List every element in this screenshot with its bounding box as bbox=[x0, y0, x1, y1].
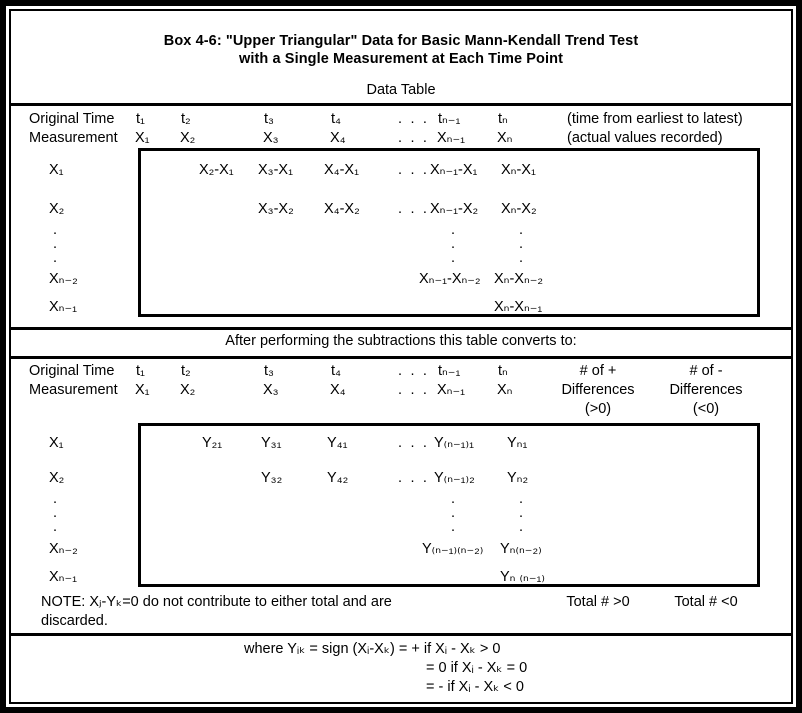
t1-innerdots-a2: . bbox=[451, 236, 456, 252]
t2-cell-r0c2: Y₄₁ bbox=[327, 435, 348, 451]
divider-rule-2 bbox=[11, 327, 791, 330]
t1-rowlabel-xn2: Xₙ₋₂ bbox=[49, 271, 78, 287]
minus-col-header-line3: (<0) bbox=[692, 401, 720, 417]
t1-time-4: t₄ bbox=[331, 111, 341, 127]
t1-meas-3: X₃ bbox=[263, 130, 279, 146]
t2-meas-4: X₄ bbox=[330, 382, 346, 398]
t2-rowlabel-x2: X₂ bbox=[49, 470, 65, 486]
plus-col-header-line1: # of + bbox=[579, 363, 617, 379]
t2-time-ellipsis: . . . bbox=[398, 363, 430, 379]
data-table-heading: Data Table bbox=[366, 82, 436, 98]
t1-note-measurement: (actual values recorded) bbox=[567, 130, 723, 146]
t2-rowlabel-xn2: Xₙ₋₂ bbox=[49, 541, 78, 557]
t1-cell-r1dots: . . . bbox=[398, 201, 430, 217]
t2-rowdots-2: . bbox=[53, 505, 58, 521]
t2-meas-2: X₂ bbox=[180, 382, 196, 398]
t2-time-2: t₂ bbox=[181, 363, 191, 379]
total-minus: Total # <0 bbox=[674, 594, 738, 610]
t1-rowlabel-xn1: Xₙ₋₁ bbox=[49, 299, 77, 315]
t1-innerdots-a3: . bbox=[451, 250, 456, 266]
t1-meas-n: Xₙ bbox=[497, 130, 513, 146]
t1-innerdots-a1: . bbox=[451, 222, 456, 238]
t2-rowdots-3: . bbox=[53, 519, 58, 535]
t1-rowlabel-x1: X₁ bbox=[49, 162, 64, 178]
t1-innerdots-b3: . bbox=[519, 250, 524, 266]
divider-rule-4 bbox=[11, 633, 791, 636]
total-plus: Total # >0 bbox=[566, 594, 630, 610]
t1-meas-4: X₄ bbox=[330, 130, 346, 146]
t1-cell-r1c1: X₃-X₂ bbox=[258, 201, 294, 217]
t1-time-2: t₂ bbox=[181, 111, 191, 127]
t1-rowlabel-x2: X₂ bbox=[49, 201, 65, 217]
t2-cell-r2c5: Yₙ₍ₙ₋₂₎ bbox=[500, 541, 542, 557]
t2-time-n: tₙ bbox=[498, 363, 508, 379]
t1-rowdots-3: . bbox=[53, 250, 58, 266]
t2-rowdots-1: . bbox=[53, 491, 58, 507]
t2-row-label-original-time: Original Time bbox=[29, 363, 115, 379]
converts-heading: After performing the subtractions this table converts to: bbox=[225, 333, 577, 349]
t1-cell-r0c2: X₄-X₁ bbox=[324, 162, 359, 178]
t1-cell-r0c5: Xₙ-X₁ bbox=[501, 162, 536, 178]
t2-cell-r0dots: . . . bbox=[398, 435, 430, 451]
t2-cell-r2c4: Y₍ₙ₋₁₎₍ₙ₋₂₎ bbox=[422, 541, 484, 557]
note-line2: discarded. bbox=[41, 613, 108, 629]
box-title-line2: with a Single Measurement at Each Time Point bbox=[238, 51, 564, 67]
t2-cell-r1c4: Y₍ₙ₋₁₎₂ bbox=[434, 470, 475, 486]
t1-cell-r1c2: X₄-X₂ bbox=[324, 201, 360, 217]
t2-innerdots-a3: . bbox=[451, 519, 456, 535]
formula-line1: where Yᵢₖ = sign (Xᵢ-Xₖ) = + if Xᵢ - Xₖ > 0 bbox=[244, 641, 501, 657]
t1-rowdots-2: . bbox=[53, 236, 58, 252]
box-content bbox=[11, 11, 791, 702]
t1-time-nminus1: tₙ₋₁ bbox=[438, 111, 461, 127]
divider-rule-3 bbox=[11, 356, 791, 359]
t1-innerdots-b2: . bbox=[519, 236, 524, 252]
t2-innerdots-b1: . bbox=[519, 491, 524, 507]
t2-time-4: t₄ bbox=[331, 363, 341, 379]
t1-cell-r0c0: X₂-X₁ bbox=[199, 162, 234, 178]
plus-col-header-line2: Differences bbox=[561, 382, 635, 398]
t2-cell-r0c5: Yₙ₁ bbox=[507, 435, 528, 451]
t1-cell-r0c4: Xₙ₋₁-X₁ bbox=[430, 162, 478, 178]
box-title-line1: Box 4-6: "Upper Triangular" Data for Basic Mann-Kendall Trend Test bbox=[163, 33, 639, 49]
t1-cell-r1c4: Xₙ₋₁-X₂ bbox=[430, 201, 479, 217]
t2-cell-r1c1: Y₃₂ bbox=[261, 470, 283, 486]
t1-time-n: tₙ bbox=[498, 111, 508, 127]
t2-cell-r1c5: Yₙ₂ bbox=[507, 470, 529, 486]
t2-row-label-measurement: Measurement bbox=[29, 382, 118, 398]
t2-rowlabel-x1: X₁ bbox=[49, 435, 64, 451]
t2-meas-3: X₃ bbox=[263, 382, 279, 398]
minus-col-header-line2: Differences bbox=[669, 382, 743, 398]
t2-meas-nminus1: Xₙ₋₁ bbox=[437, 382, 465, 398]
t1-meas-2: X₂ bbox=[180, 130, 196, 146]
t2-time-1: t₁ bbox=[136, 363, 145, 379]
t1-meas-1: X₁ bbox=[135, 130, 150, 146]
t1-cell-r2c5: Xₙ-Xₙ₋₂ bbox=[494, 271, 544, 287]
t1-innerdots-b1: . bbox=[519, 222, 524, 238]
t2-cell-r0c4: Y₍ₙ₋₁₎₁ bbox=[434, 435, 475, 451]
t1-cell-r1c5: Xₙ-X₂ bbox=[501, 201, 537, 217]
t2-meas-1: X₁ bbox=[135, 382, 150, 398]
t1-cell-r3c5: Xₙ-Xₙ₋₁ bbox=[494, 299, 543, 315]
t2-cell-r0c0: Y₂₁ bbox=[202, 435, 223, 451]
plus-col-header-line3: (>0) bbox=[584, 401, 612, 417]
t2-time-3: t₃ bbox=[264, 363, 274, 379]
formula-line3: = - if Xᵢ - Xₖ < 0 bbox=[426, 679, 524, 695]
t2-cell-r0c1: Y₃₁ bbox=[261, 435, 282, 451]
divider-rule-1 bbox=[11, 103, 791, 106]
t1-cell-r0dots: . . . bbox=[398, 162, 430, 178]
t2-innerdots-a2: . bbox=[451, 505, 456, 521]
t2-meas-ellipsis: . . . bbox=[398, 382, 430, 398]
t2-cell-r1dots: . . . bbox=[398, 470, 430, 486]
t1-row-label-original-time: Original Time bbox=[29, 111, 115, 127]
t1-cell-r2c4: Xₙ₋₁-Xₙ₋₂ bbox=[419, 271, 481, 287]
t1-time-1: t₁ bbox=[136, 111, 145, 127]
t1-cell-r0c1: X₃-X₁ bbox=[258, 162, 293, 178]
t2-innerdots-a1: . bbox=[451, 491, 456, 507]
t1-time-ellipsis: . . . bbox=[398, 111, 430, 127]
t2-innerdots-b2: . bbox=[519, 505, 524, 521]
t2-innerdots-b3: . bbox=[519, 519, 524, 535]
formula-line2: = 0 if Xᵢ - Xₖ = 0 bbox=[426, 660, 528, 676]
t2-meas-n: Xₙ bbox=[497, 382, 513, 398]
t1-row-label-measurement: Measurement bbox=[29, 130, 118, 146]
t1-note-time: (time from earliest to latest) bbox=[567, 111, 743, 127]
note-line1: NOTE: Xⱼ-Yₖ=0 do not contribute to either total and are bbox=[41, 594, 392, 610]
t1-meas-ellipsis: . . . bbox=[398, 130, 430, 146]
t1-meas-nminus1: Xₙ₋₁ bbox=[437, 130, 465, 146]
t2-cell-r3c5: Yₙ ₍ₙ₋₁₎ bbox=[500, 569, 545, 585]
t2-rowlabel-xn1: Xₙ₋₁ bbox=[49, 569, 77, 585]
t1-time-3: t₃ bbox=[264, 111, 274, 127]
t2-cell-r1c2: Y₄₂ bbox=[327, 470, 349, 486]
minus-col-header-line1: # of - bbox=[689, 363, 723, 379]
t1-rowdots-1: . bbox=[53, 222, 58, 238]
t2-time-nminus1: tₙ₋₁ bbox=[438, 363, 461, 379]
